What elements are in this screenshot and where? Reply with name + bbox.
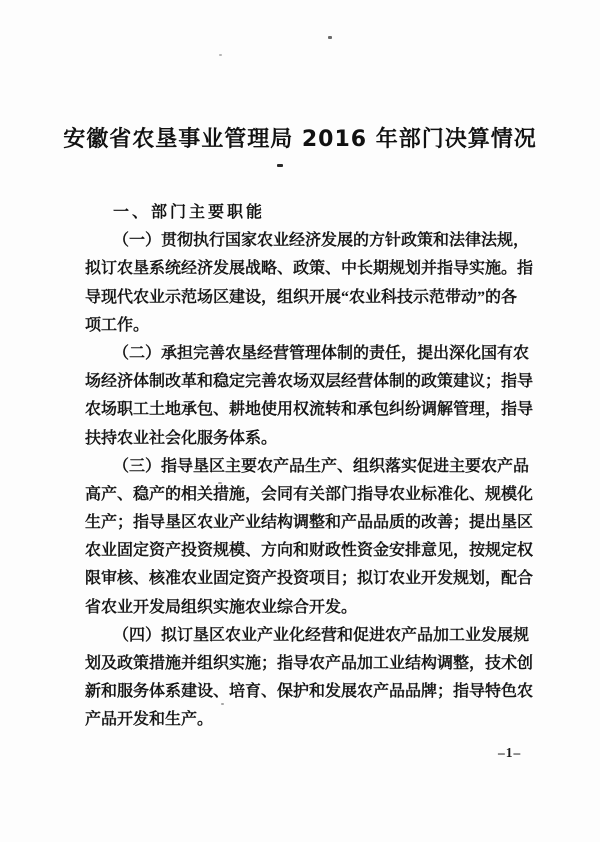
paragraph-line: （一）贯彻执行国家农业经济发展的方针政策和法律法规， — [113, 232, 530, 250]
paragraph-line: 省农业开发局组织实施农业综合开发。 — [85, 598, 358, 616]
paragraph-line: （二）承担完善农垦经营管理体制的责任，提出深化国有农 — [113, 344, 530, 362]
paragraph-line: 农场职工土地承包、耕地使用权流转和承包纠纷调解管理，指导 — [85, 401, 534, 419]
section-heading: 一、部门主要职能 — [113, 204, 266, 221]
paragraph-line: 限审核、核准农业固定资产投资项目；拟订农业开发规划，配合 — [85, 570, 534, 588]
paragraph-line: 高产、稳产的相关措施，会同有关部门指导农业标准化、规模化 — [85, 485, 534, 503]
paragraph-line: （四）拟订垦区农业产业化经营和促进农产品加工业发展规 — [113, 626, 530, 644]
paragraph-line: 项工作。 — [85, 316, 150, 334]
title-dash-mark — [277, 164, 283, 167]
paragraph-line: 导现代农业示范场区建设，组织开展“农业科技示范带动”的各 — [85, 288, 518, 306]
paragraph-line: 扶持农业社会化服务体系。 — [85, 429, 278, 447]
scan-speck — [219, 54, 222, 56]
paragraph-line: 新和服务体系建设、培育、保护和发展农产品品牌；指导特色农 — [85, 683, 534, 701]
paragraph-line: 农业固定资产投资规模、方向和财政性资金安排意见，按规定权 — [85, 542, 534, 560]
paragraph-line: 场经济体制改革和稳定完善农场双层经营体制的政策建议；指导 — [85, 373, 534, 391]
paragraph-line: （三）指导垦区主要农产品生产、组织落实促进主要农产品 — [113, 457, 530, 475]
document-body — [85, 199, 545, 735]
paragraph-line: 生产；指导垦区农业产业结构调整和产品品质的改善；提出垦区 — [85, 514, 534, 532]
paragraph-line: 产品开发和生产。 — [85, 711, 214, 729]
scan-speck — [328, 36, 332, 39]
page-number: –1– — [498, 745, 522, 760]
paragraph-line: 拟订农垦系统经济发展战略、政策、中长期规划并指导实施。指 — [85, 260, 534, 278]
document-title: 安徽省农垦事业管理局 2016 年部门决算情况 — [63, 127, 537, 152]
paragraph-line: 划及政策措施并组织实施；指导农产品加工业结构调整，技术创 — [85, 655, 534, 672]
